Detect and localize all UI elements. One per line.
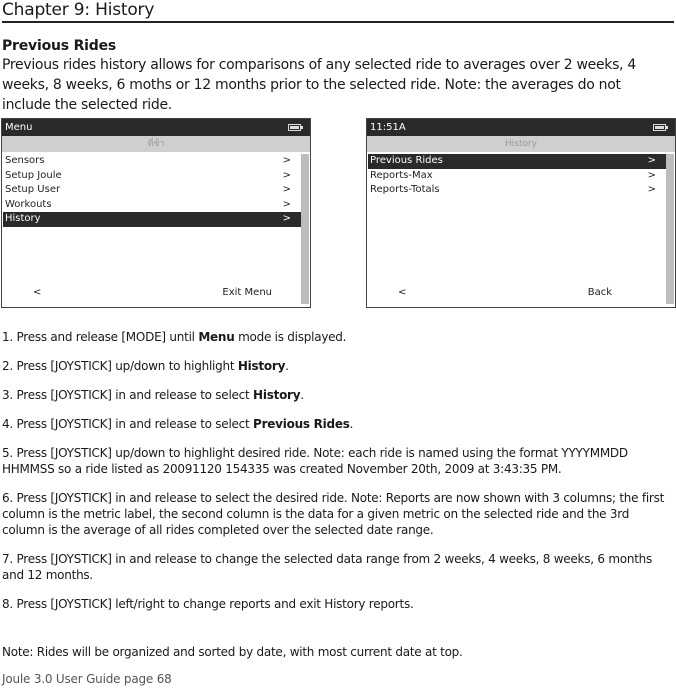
softkey-bar — [367, 285, 667, 301]
status-bar — [2, 119, 310, 136]
menu-item-reports-max[interactable] — [368, 169, 666, 184]
menu-item-label: Reports-Totals — [370, 184, 440, 195]
left-softkey[interactable]: < — [398, 287, 407, 298]
step-3: 3. Press [JOYSTICK] in and release to select History. — [2, 388, 304, 402]
chevron-right-icon: > — [282, 198, 291, 210]
instruction-steps — [2, 329, 672, 625]
step-7: 7. Press [JOYSTICK] in and release to change the selected data range from 2 weeks, 4 weeks, 8 weeks, 6 months and 12 months. — [2, 552, 653, 582]
menu-item-setup-user[interactable] — [3, 183, 301, 198]
chevron-right-icon: > — [282, 155, 291, 166]
menu-item-workouts[interactable] — [3, 198, 301, 213]
menu-item-label: Sensors — [5, 155, 45, 166]
chevron-right-icon: > — [282, 184, 291, 195]
status-text: Menu — [5, 122, 33, 133]
softkey-bar — [2, 285, 302, 301]
menu-item-label: Workouts — [5, 198, 52, 210]
screen-subheader: History — [367, 136, 675, 152]
menu-item-label: Reports-Max — [370, 169, 433, 181]
chevron-right-icon: > — [647, 155, 656, 166]
step-5: 5. Press [JOYSTICK] up/down to highlight desired ride. Note: each ride is named using the format YYYYMMDD HHMMSS so a ride listed as 20091120 154335 was created November 20th, 2009 at 3:43:35 PM. — [2, 446, 628, 476]
status-bar — [367, 119, 675, 136]
menu-item-label: Setup Joule — [5, 169, 62, 181]
left-softkey[interactable]: < — [33, 287, 42, 298]
device-screen-history — [366, 118, 676, 308]
exit-menu-softkey[interactable]: Exit Menu — [222, 287, 272, 298]
menu-list — [368, 154, 666, 198]
menu-item-previous-rides[interactable] — [368, 154, 666, 169]
step-1: 1. Press and release [MODE] until Menu mode is displayed. — [2, 330, 347, 344]
menu-item-setup-joule[interactable] — [3, 169, 301, 184]
device-screen-menu — [1, 118, 311, 308]
screen-subheader: ที่ช้า — [2, 136, 310, 152]
step-2: 2. Press [JOYSTICK] up/down to highlight History. — [2, 359, 289, 373]
chevron-right-icon: > — [282, 213, 291, 224]
menu-item-label: History — [5, 213, 41, 224]
chevron-right-icon: > — [282, 169, 291, 181]
step-8: 8. Press [JOYSTICK] left/right to change reports and exit History reports. — [2, 597, 414, 611]
battery-icon — [653, 124, 666, 131]
menu-item-history[interactable] — [3, 212, 301, 227]
chevron-right-icon: > — [647, 184, 656, 195]
menu-list — [3, 154, 301, 227]
intro-paragraph: Previous rides history allows for comparisons of any selected ride to averages over 2 weeks, 4 weeks, 8 weeks, 6 moths or 12 months prior to the selected ride. Note: the averages do not include the selected ride. — [2, 57, 636, 113]
scrollbar[interactable] — [666, 154, 674, 304]
note-text: Note: Rides will be organized and sorted by date, with most current date at top. — [2, 645, 463, 659]
chevron-right-icon: > — [647, 169, 656, 181]
section-title: Previous Rides — [2, 38, 117, 54]
menu-item-reports-totals[interactable] — [368, 183, 666, 198]
menu-item-label: Setup User — [5, 184, 61, 195]
battery-icon — [288, 124, 301, 131]
back-softkey[interactable]: Back — [587, 287, 612, 298]
chapter-heading: Chapter 9: History — [2, 0, 674, 23]
step-4: 4. Press [JOYSTICK] in and release to select Previous Rides. — [2, 417, 354, 431]
menu-item-label: Previous Rides — [370, 155, 443, 166]
page-footer: Joule 3.0 User Guide page 68 — [2, 672, 172, 686]
step-6: 6. Press [JOYSTICK] in and release to select the desired ride. Note: Reports are now shown with 3 columns; the first column is the metric label, the second column is the data for a given metric on the selected ride and the 3rd column is the average of all rides completed over the selected date range. — [2, 491, 665, 537]
scrollbar[interactable] — [301, 154, 309, 304]
status-time: 11:51A — [370, 122, 406, 133]
menu-item-sensors[interactable] — [3, 154, 301, 169]
